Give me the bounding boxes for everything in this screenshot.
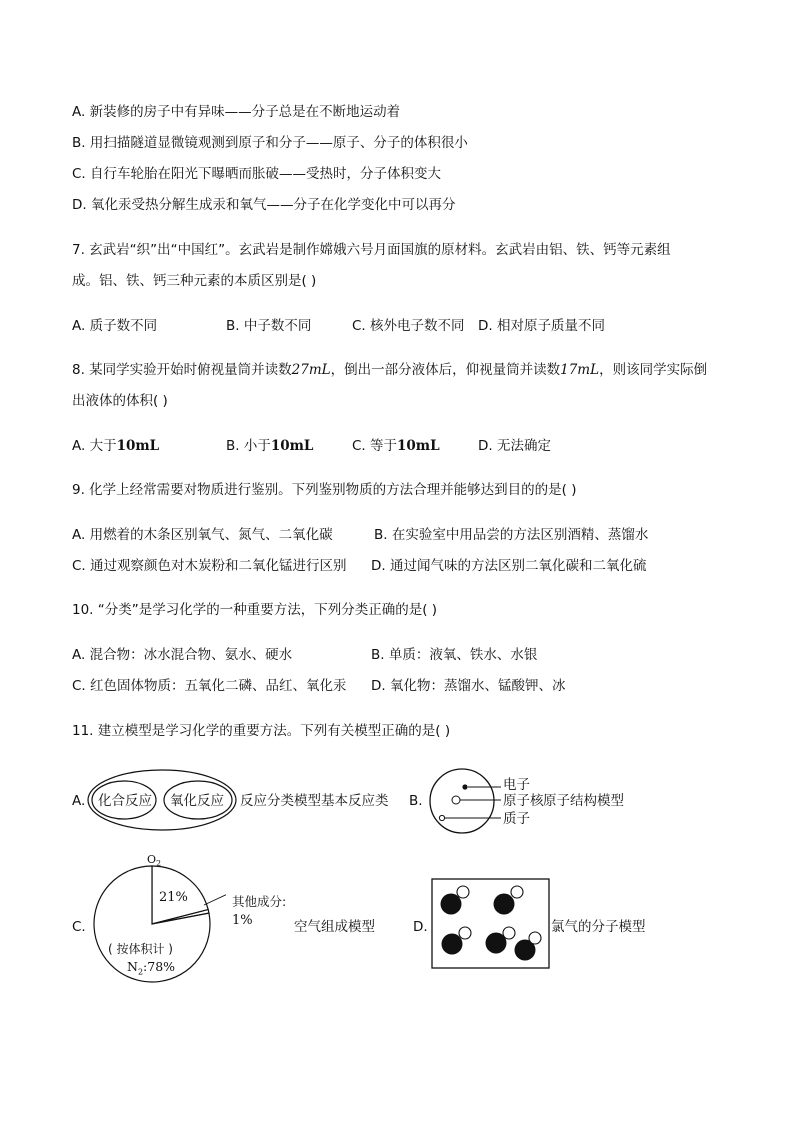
pie-label-other: 其他成分:	[232, 894, 287, 909]
combination-reaction-label: 化合反应	[98, 793, 152, 809]
q10-stem: 10. “分类”是学习化学的一种重要方法，下列分类正确的是( )	[72, 602, 438, 618]
q9-option-c: C. 通过观察颜色对木炭粉和二氧化锰进行区别	[72, 558, 347, 574]
molecule-small-atom	[503, 927, 515, 939]
q11-option-a-caption: 反应分类模型基本反应类	[240, 793, 389, 809]
q9-option-b: B. 在实验室中用品尝的方法区别酒精、蒸馏水	[374, 527, 649, 543]
q6-option-d: D. 氧化汞受热分解生成汞和氧气——分子在化学变化中可以再分	[72, 197, 456, 213]
electron-shell	[430, 769, 494, 833]
pie-label-other-percent: 1%	[232, 913, 253, 928]
q8-option-a-text: A. 大于	[72, 438, 117, 454]
q11-option-d-caption: 氯气的分子模型	[551, 919, 646, 935]
molecule-large-atom	[442, 934, 463, 955]
q10-option-c: C. 红色固体物质：五氧化二磷、品红、氧化汞	[72, 678, 347, 694]
q6-option-c: C. 自行车轮胎在阳光下曝晒而胀破——受热时，分子体积变大	[72, 166, 442, 182]
q11-option-c-label: C.	[72, 919, 86, 935]
q11-option-c-caption: 空气组成模型	[294, 919, 375, 935]
n2-symbol: N	[127, 959, 138, 974]
q11-option-a-label: A.	[72, 793, 86, 809]
molecule-small-atom	[529, 932, 541, 944]
q8-stem-part3: ，则该同学实际倒	[599, 362, 708, 378]
pie-label-n2	[127, 958, 175, 982]
q10-option-b: B. 单质：液氧、铁水、水银	[371, 647, 538, 663]
q11-option-b-caption: 原子结构模型	[543, 793, 624, 809]
q8-stem-part1: 8. 某同学实验开始时俯视量筒并读数	[72, 362, 292, 378]
atom-structure-diagram	[425, 766, 507, 838]
q7-option-c: C. 核外电子数不同	[352, 318, 465, 334]
q7-option-b: B. 中子数不同	[226, 318, 312, 334]
proton-label: 质子	[503, 811, 530, 827]
n2-percent: :78%	[143, 959, 176, 974]
q7-stem-line2: 成。铝、铁、钙三种元素的本质区别是( )	[72, 273, 317, 289]
q8-option-a-value: 10mL	[116, 438, 160, 454]
q7-option-a: A. 质子数不同	[72, 318, 158, 334]
q8-option-d: D. 无法确定	[478, 438, 551, 454]
nucleus-circle	[452, 796, 460, 804]
q8-stem-line2: 出液体的体积( )	[72, 393, 168, 409]
q8-option-b-value: 10mL	[270, 438, 314, 454]
q6-option-b: B. 用扫描隧道显微镜观测到原子和分子——原子、分子的体积很小	[72, 135, 468, 151]
q9-option-d: D. 通过闻气味的方法区别二氧化碳和二氧化硫	[371, 558, 647, 574]
other-pointer	[204, 892, 226, 905]
molecule-small-atom	[459, 927, 471, 939]
q8-option-b-text: B. 小于	[226, 438, 271, 454]
molecule-small-atom	[457, 886, 469, 898]
pie-label-o2	[147, 851, 161, 873]
molecule-model-box	[431, 878, 551, 970]
pie-label-by-volume: ( 按体积计 )	[108, 942, 173, 956]
molecule-small-atom	[511, 886, 523, 898]
pie-label-o2-percent: 21%	[159, 890, 188, 905]
q11-option-d-label: D.	[413, 919, 428, 935]
molecule-large-atom	[441, 894, 462, 915]
q8-reading-2: 17mL	[560, 362, 600, 378]
q8-option-b	[226, 437, 313, 455]
q7-option-d: D. 相对原子质量不同	[478, 318, 605, 334]
q9-option-a: A. 用燃着的木条区别氧气、氮气、二氧化碳	[72, 527, 333, 543]
electron-dot	[462, 784, 467, 789]
q10-option-a: A. 混合物：冰水混合物、氨水、硬水	[72, 647, 293, 663]
q11-stem: 11. 建立模型是学习化学的重要方法。下列有关模型正确的是( )	[72, 723, 451, 739]
nucleus-label: 原子核	[503, 793, 544, 809]
o2-symbol: O	[147, 853, 157, 866]
electron-label: 电子	[503, 777, 530, 793]
n2-subscript: 2	[137, 967, 144, 977]
o2-subscript: 2	[156, 859, 162, 869]
oxidation-reaction-label: 氧化反应	[170, 793, 224, 809]
molecule-large-atom	[494, 894, 515, 915]
q9-stem: 9. 化学上经常需要对物质进行鉴别。下列鉴别物质的方法合理并能够达到目的的是( )	[72, 482, 577, 498]
q11-option-b-label: B.	[409, 793, 423, 809]
q6-option-a: A. 新装修的房子中有异味——分子总是在不断地运动着	[72, 104, 401, 120]
q10-option-d: D. 氧化物：蒸馏水、锰酸钾、冰	[371, 678, 566, 694]
q8-reading-1: 27mL	[291, 362, 331, 378]
q8-option-c	[352, 437, 440, 455]
q7-stem-line1: 7. 玄武岩“织”出“中国红”。玄武岩是制作嫦娥六号月面国旗的原材料。玄武岩由铝、铁、钙等元素组	[72, 242, 671, 258]
q8-stem-line1	[72, 361, 707, 379]
q8-option-a	[72, 437, 159, 455]
q8-option-c-text: C. 等于	[352, 438, 398, 454]
q8-option-c-value: 10mL	[397, 438, 440, 454]
proton-dot	[439, 815, 444, 820]
q8-stem-part2: ，倒出一部分液体后，仰视量筒并读数	[330, 362, 561, 378]
